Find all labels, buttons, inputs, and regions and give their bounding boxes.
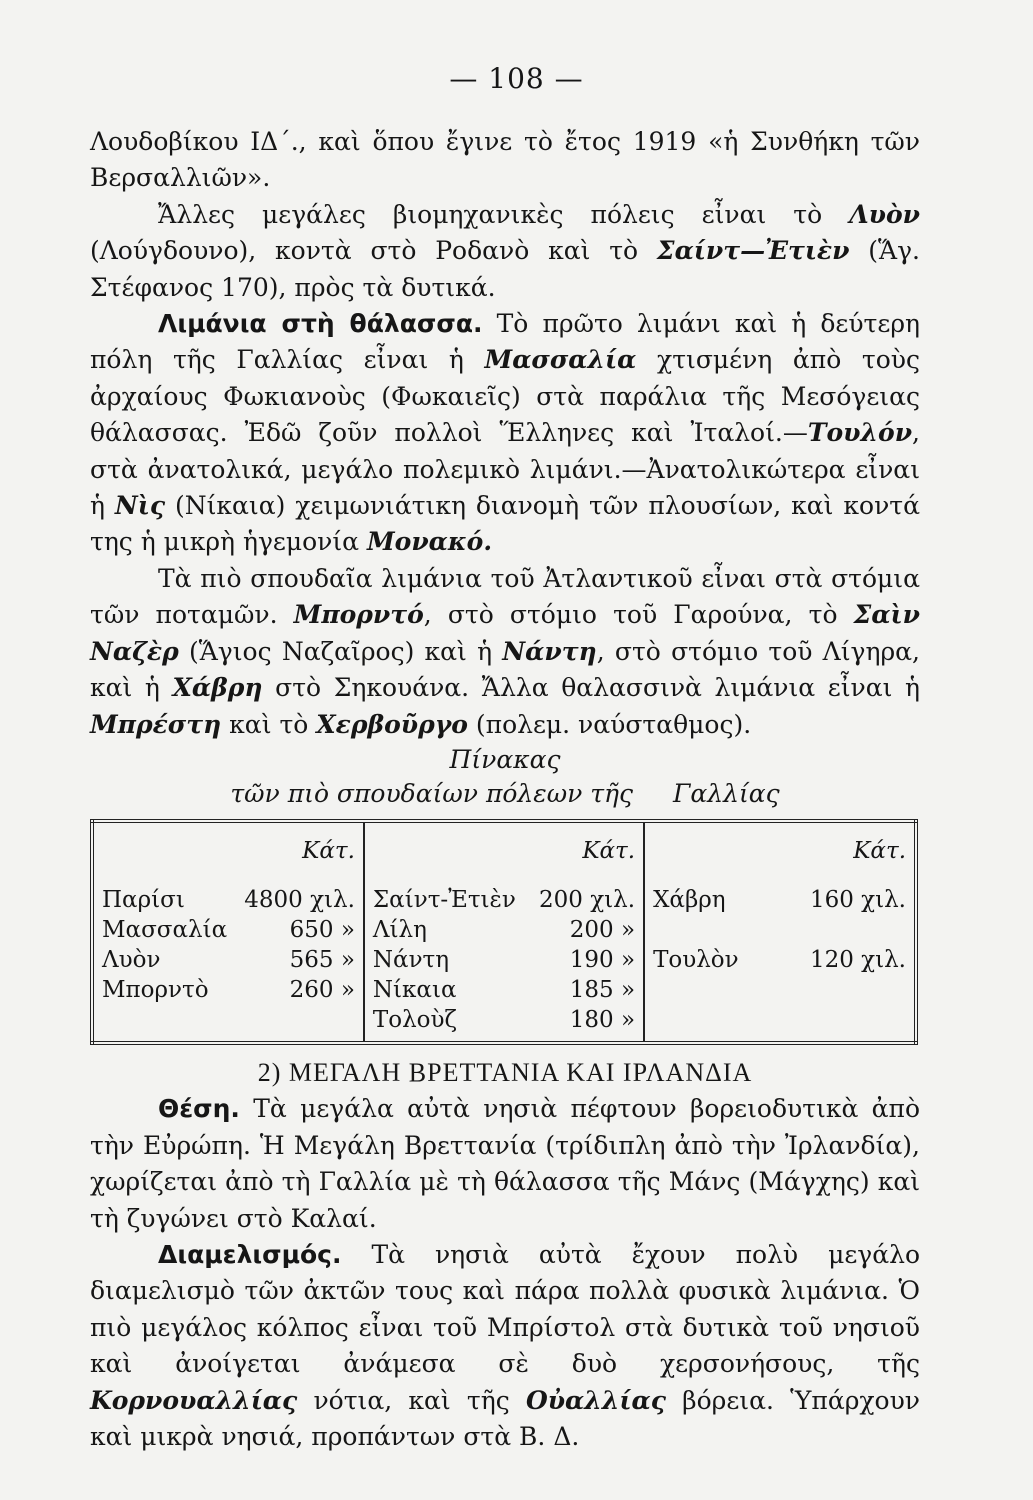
city-population: 4800 χιλ. [244,886,355,913]
text-run: νότια, καὶ τῆς [297,1385,526,1415]
table-title [90,743,920,811]
table-country: Γαλλίας [673,778,780,808]
paragraph-1: Λουδοβίκου ΙΔ΄., καὶ ὅπου ἔγινε τὸ ἔτος 1919 «ἡ Συνθήκη τῶν Βερσαλλιῶν». [90,127,920,193]
text-run: βόρεια. Ὑπάρχουν καὶ μικρὰ νησιά, προπάντων στὰ Β. Δ. [90,1385,920,1451]
place-name: Χάβρη [172,673,263,703]
section-heading: Θέση. [158,1094,240,1124]
text-run: , στὸ στόμιο τοῦ Λίγηρα, καὶ ἡ [90,636,920,703]
page-number: — 108 — [449,62,584,95]
place-name: Νὶς [114,491,166,521]
place-name: Σαὶν Ναζὲρ [90,600,920,666]
table-row [653,885,906,915]
table-row [373,915,635,945]
text-run: , στὸ στόμιο τοῦ Γαρούνα, τὸ [423,600,854,630]
table-row [102,945,355,975]
city-name: Μπορντὸ [102,976,209,1003]
table-row [373,885,635,915]
section-heading: Διαμελισμός. [158,1239,342,1269]
paragraph-5 [90,1091,920,1237]
cities-table [90,819,918,1045]
column-header: Κάτ. [364,821,644,877]
table-row [373,975,635,1005]
table-title-line-1: Πίνακας [449,744,561,774]
text-run: στὸ Σηκουάνα. Ἄλλα θαλασσινὰ λιμάνια εἶναι ἡ [262,673,920,703]
place-name: Μπορντό [293,600,424,630]
place-name: Μασσαλία [484,345,637,375]
table-header-row [92,821,916,877]
text-run: , στὰ ἀνατολικά, μεγάλο πολεμικὸ λιμάνι.—Ἀνατολικώτερα εἶναι ἡ [90,418,920,521]
place-name: Κορνουαλλίας [90,1385,298,1415]
text-run: (Λούγδουνο), κοντὰ στὸ Ροδανὸ καὶ τὸ [90,236,657,266]
table-row [373,945,635,975]
text-run: Τὸ πρῶτο λιμάνι καὶ ἡ δεύτερη πόλη τῆς Γαλλίας εἶναι ἡ [90,309,920,375]
city-population: 180 » [569,1006,636,1033]
city-name: Σαίντ-Ἐτιὲν [372,886,516,913]
text-run: Τὰ νησιὰ αὐτὰ ἔχουν πολὺ μεγάλο διαμελισμὸ τῶν ἀκτῶν τους καὶ πάρα πολλὰ φυσικὰ λιμάνια. Ὁ πιὸ μεγάλος κόλπος εἶναι τοῦ Μπρίστολ στὰ δυτικὰ τοῦ νησιοῦ καὶ ἀνοίγεται ἀνάμεσα σὲ δυὸ χερσονήσους, τῆς [90,1239,920,1379]
city-name: Τουλὸν [653,946,739,973]
text-run: (Ἅγ. Στέφανος 170), πρὸς τὰ δυτικά. [90,236,920,302]
city-population: 260 » [289,976,355,1003]
table-row [653,945,906,975]
text-run: (πολεμ. ναύσταθμος). [467,709,752,739]
city-population: 200 » [569,916,636,943]
table-column-1 [92,877,364,1043]
city-population: 650 » [289,916,355,943]
page-body [90,124,920,1455]
table-row [102,975,355,1005]
paragraph-4 [90,561,920,743]
section-title: 2) ΜΕΓΑΛΗ ΒΡΕΤΤΑΝΙΑ ΚΑΙ ΙΡΛΑΝΔΙΑ [257,1057,753,1087]
city-population: 190 » [569,946,636,973]
text-run: (Ἅγιος Ναζαῖρος) καὶ ἡ [178,636,503,666]
table-column-3 [644,877,916,1043]
city-name: Μασσαλία [102,916,228,943]
column-header: Κάτ. [302,837,355,864]
text-run: χτισμένη ἀπὸ τοὺς ἀρχαίους Φωκιανοὺς (Φωκαιεῖς) στὰ παράλια τῆς Μεσόγειας θάλασσας. Ἐδῶ ζοῦν πολλοὶ Ἕλληνες καὶ Ἰταλοί.— [90,345,920,448]
place-name: Χερβοῦργο [316,709,468,739]
place-name: Μονακό. [366,527,493,557]
table-title-line-2 [90,777,920,811]
place-name: Οὐαλλίας [525,1385,666,1415]
text-run: Ἄλλες μεγάλες βιομηχανικὲς πόλεις εἶναι τὸ [158,199,850,229]
city-name: Τολοὺζ [372,1006,457,1033]
city-name: Λυὸν [102,946,161,973]
place-name: Τουλόν [807,418,913,448]
city-population: 120 χιλ. [809,946,906,973]
section-heading: Λιμάνια στὴ θάλασσα. [158,309,483,339]
paragraph-6 [90,1237,920,1455]
place-name: Νάντη [502,636,597,666]
table-row [102,885,355,915]
place-name: Λυὸν [849,199,920,229]
column-header: Κάτ. [644,821,916,877]
paragraph-2 [90,197,920,306]
city-population: 200 χιλ. [539,886,636,913]
city-population: 160 χιλ. [809,886,906,913]
city-name: Νίκαια [372,976,457,1003]
paragraph-3 [90,306,920,561]
city-name: Χάβρη [653,886,726,913]
city-name: Παρίσι [102,886,185,913]
text-run: Τὰ μεγάλα αὐτὰ νησιὰ πέφτουν βορειοδυτικὰ ἀπὸ τὴν Εὐρώπη. Ἡ Μεγάλη Βρεττανία (τρίδιπλη ἀπὸ τὴν Ἰρλανδία), χωρίζεται ἀπὸ τὴ Γαλλία μὲ τὴ θάλασσα τῆς Μάνς (Μάγχης) καὶ τὴ ζυγώνει στὸ Καλαί. [90,1094,920,1233]
table-row [373,1005,635,1035]
table-row [102,915,355,945]
city-population: 185 » [569,976,636,1003]
place-name: Μπρέστη [90,709,222,739]
city-name: Νάντη [372,946,450,973]
text-run: (Νίκαια) χειμωνιάτικη διανομὴ τῶν πλουσίων, καὶ κοντά της ἡ μικρὴ ἡγεμονία [90,491,920,557]
table-subtitle: τῶν πιὸ σπουδαίων πόλεων τῆς [230,778,634,808]
city-population: 565 » [289,946,355,973]
text-run: Τὰ πιὸ σπουδαῖα λιμάνια τοῦ Ἀτλαντικοῦ εἶναι στὰ στόμια τῶν ποταμῶν. [90,563,920,630]
text-run: καὶ τὸ [221,709,317,739]
table-column-2 [364,877,644,1043]
table-body-row [92,877,916,1043]
city-name: Λίλη [372,916,427,943]
place-name: Σαίντ—Ἐτιὲν [656,236,850,266]
